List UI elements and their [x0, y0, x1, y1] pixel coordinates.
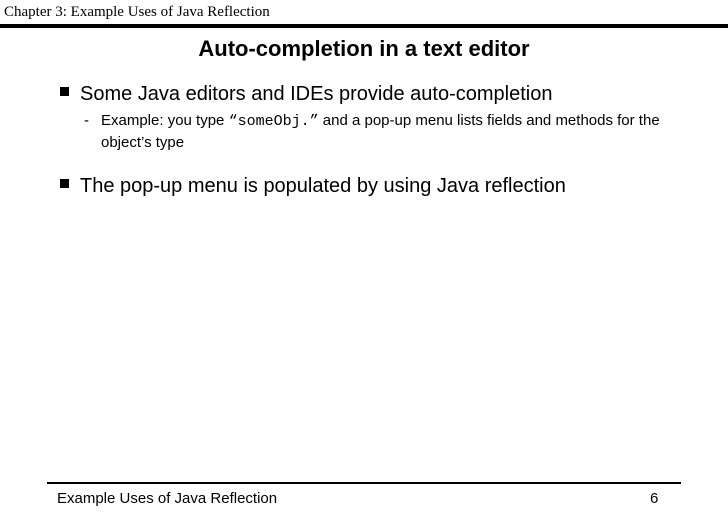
dash-marker: - [84, 112, 89, 129]
page-number: 6 [650, 490, 659, 507]
sub-bullet-text-after: and a pop-up menu lists fields and methods for the object’s type [101, 112, 660, 151]
sub-bullet-text-before: Example: you type [101, 112, 229, 129]
bullet-text-1: Some Java editors and IDEs provide auto-completion [80, 83, 553, 105]
bullet-item-1 [60, 82, 552, 106]
bullet-text-2: The pop-up menu is populated by using Java reflection [80, 175, 566, 197]
header-divider [0, 24, 728, 28]
slide-title: Auto-completion in a text editor [198, 36, 530, 61]
bullet-item-2 [60, 174, 566, 198]
sub-bullet-text [101, 110, 684, 153]
square-bullet-icon [60, 87, 69, 96]
code-snippet: someObj. [237, 113, 310, 130]
square-bullet-icon [60, 179, 69, 188]
sub-bullet-item [84, 110, 684, 153]
chapter-header: Chapter 3: Example Uses of Java Reflection [4, 4, 270, 20]
open-quote: “ [228, 113, 238, 130]
close-quote: ” [309, 113, 319, 130]
footer-divider [47, 482, 681, 484]
footer-title: Example Uses of Java Reflection [57, 490, 278, 507]
